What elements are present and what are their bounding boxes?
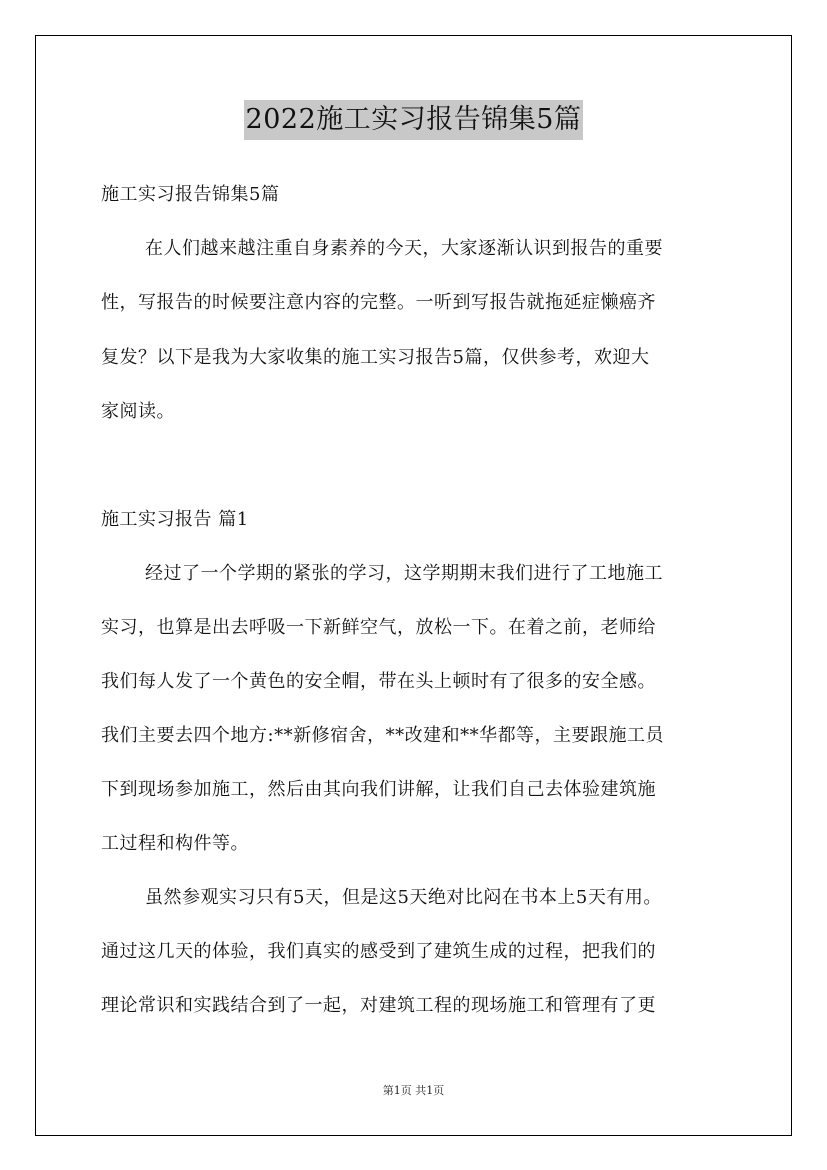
paragraph-line: 下到现场参加施工，然后由其向我们讲解，让我们自己去体验建筑施 bbox=[101, 779, 656, 800]
paragraph-line: 实习，也算是出去呼吸一下新鲜空气，放松一下。在着之前，老师给 bbox=[101, 617, 656, 638]
paragraph-line: 我们每人发了一个黄色的安全帽，带在头上顿时有了很多的安全感。 bbox=[101, 671, 656, 692]
paragraph-line: 虽然参观实习只有5天，但是这5天绝对比闷在书本上5天有用。 bbox=[145, 887, 662, 908]
paragraph-line: 工过程和构件等。 bbox=[101, 833, 249, 854]
intro-line: 复发？以下是我为大家收集的施工实习报告5篇，仅供参考，欢迎大 bbox=[101, 347, 650, 368]
paragraph-line: 通过这几天的体验，我们真实的感受到了建筑生成的过程，把我们的 bbox=[101, 941, 656, 962]
intro-line: 在人们越来越注重自身素养的今天，大家逐渐认识到报告的重要 bbox=[145, 238, 663, 259]
page-footer: 第1页 共1页 bbox=[382, 1084, 445, 1097]
section-heading: 施工实习报告 篇1 bbox=[101, 509, 249, 530]
document-title-text: 2022施工实习报告锦集5篇 bbox=[244, 100, 584, 140]
document-subtitle: 施工实习报告锦集5篇 bbox=[101, 184, 280, 205]
paragraph-line: 理论常识和实践结合到了一起，对建筑工程的现场施工和管理有了更 bbox=[101, 995, 656, 1016]
paragraph-line: 经过了一个学期的紧张的学习，这学期期末我们进行了工地施工 bbox=[145, 563, 663, 584]
intro-line: 家阅读。 bbox=[101, 401, 175, 422]
paragraph-line: 我们主要去四个地方:**新修宿舍，**改建和**华都等，主要跟施工员 bbox=[101, 725, 665, 746]
document-title bbox=[0, 100, 827, 140]
intro-line: 性，写报告的时候要注意内容的完整。一听到写报告就拖延症懒癌齐 bbox=[101, 292, 656, 313]
